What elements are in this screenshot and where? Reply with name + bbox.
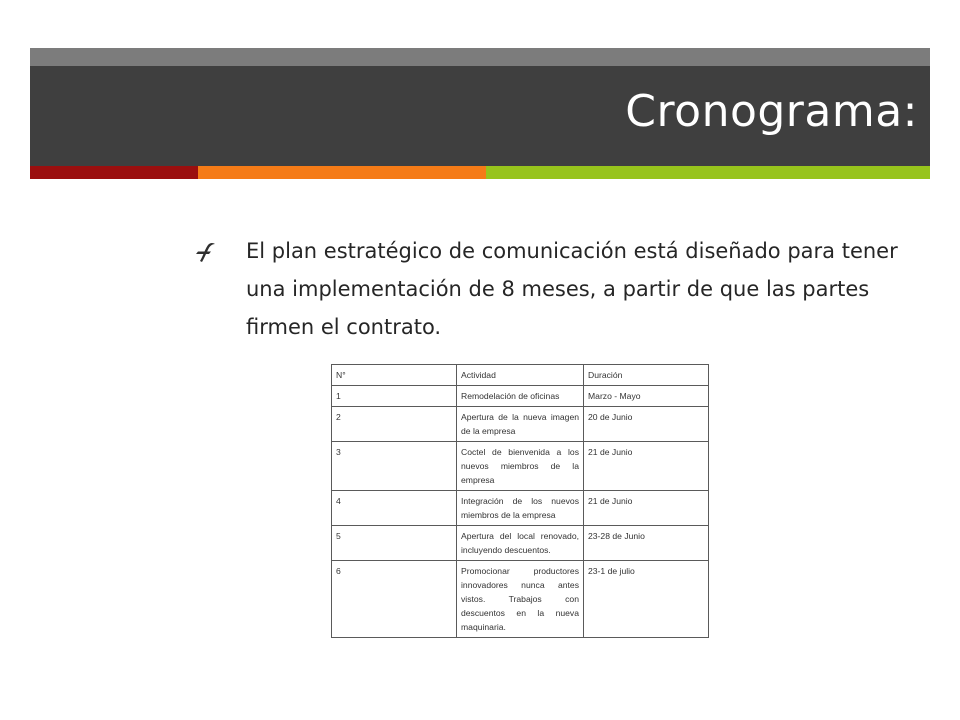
accent-bar-red: [30, 166, 198, 179]
cell-num: 1: [332, 386, 457, 407]
accent-bar-green: [486, 166, 930, 179]
bullet-text: El plan estratégico de comunicación está diseñado para tener una implementación de 8 meses, a partir de que las partes firmen el contrato.: [246, 239, 898, 339]
header-actividad: Actividad: [457, 365, 584, 386]
table-row: [332, 491, 709, 526]
cell-duracion: Marzo - Mayo: [584, 386, 709, 407]
title-topbar: [30, 48, 930, 66]
cell-num: 6: [332, 561, 457, 638]
table-header-row: [332, 365, 709, 386]
table-row: [332, 386, 709, 407]
accent-bar-orange: [198, 166, 486, 179]
cell-duracion: 21 de Junio: [584, 491, 709, 526]
header-num: N°: [332, 365, 457, 386]
bullet-item: [194, 232, 934, 346]
cell-actividad: Integración de los nuevos miembros de la empresa: [457, 491, 584, 526]
cell-num: 4: [332, 491, 457, 526]
cell-actividad: Promocionar productores innovadores nunca antes vistos. Trabajos con descuentos en la nueva maquinaria.: [457, 561, 584, 638]
table-row: [332, 407, 709, 442]
cell-num: 3: [332, 442, 457, 491]
cell-actividad: Remodelación de oficinas: [457, 386, 584, 407]
schedule-table: [331, 364, 709, 638]
cursive-f-icon: [194, 241, 218, 263]
cell-duracion: 23-1 de julio: [584, 561, 709, 638]
cell-num: 2: [332, 407, 457, 442]
cell-duracion: 20 de Junio: [584, 407, 709, 442]
cell-actividad: Coctel de bienvenida a los nuevos miembros de la empresa: [457, 442, 584, 491]
table-row: [332, 526, 709, 561]
cell-actividad: Apertura de la nueva imagen de la empresa: [457, 407, 584, 442]
title-band: [30, 66, 930, 166]
header-duracion: Duración: [584, 365, 709, 386]
table-row: [332, 561, 709, 638]
cell-duracion: 21 de Junio: [584, 442, 709, 491]
cell-duracion: 23-28 de Junio: [584, 526, 709, 561]
table-row: [332, 442, 709, 491]
slide-title: Cronograma:: [625, 86, 918, 137]
cell-num: 5: [332, 526, 457, 561]
cell-actividad: Apertura del local renovado, incluyendo descuentos.: [457, 526, 584, 561]
